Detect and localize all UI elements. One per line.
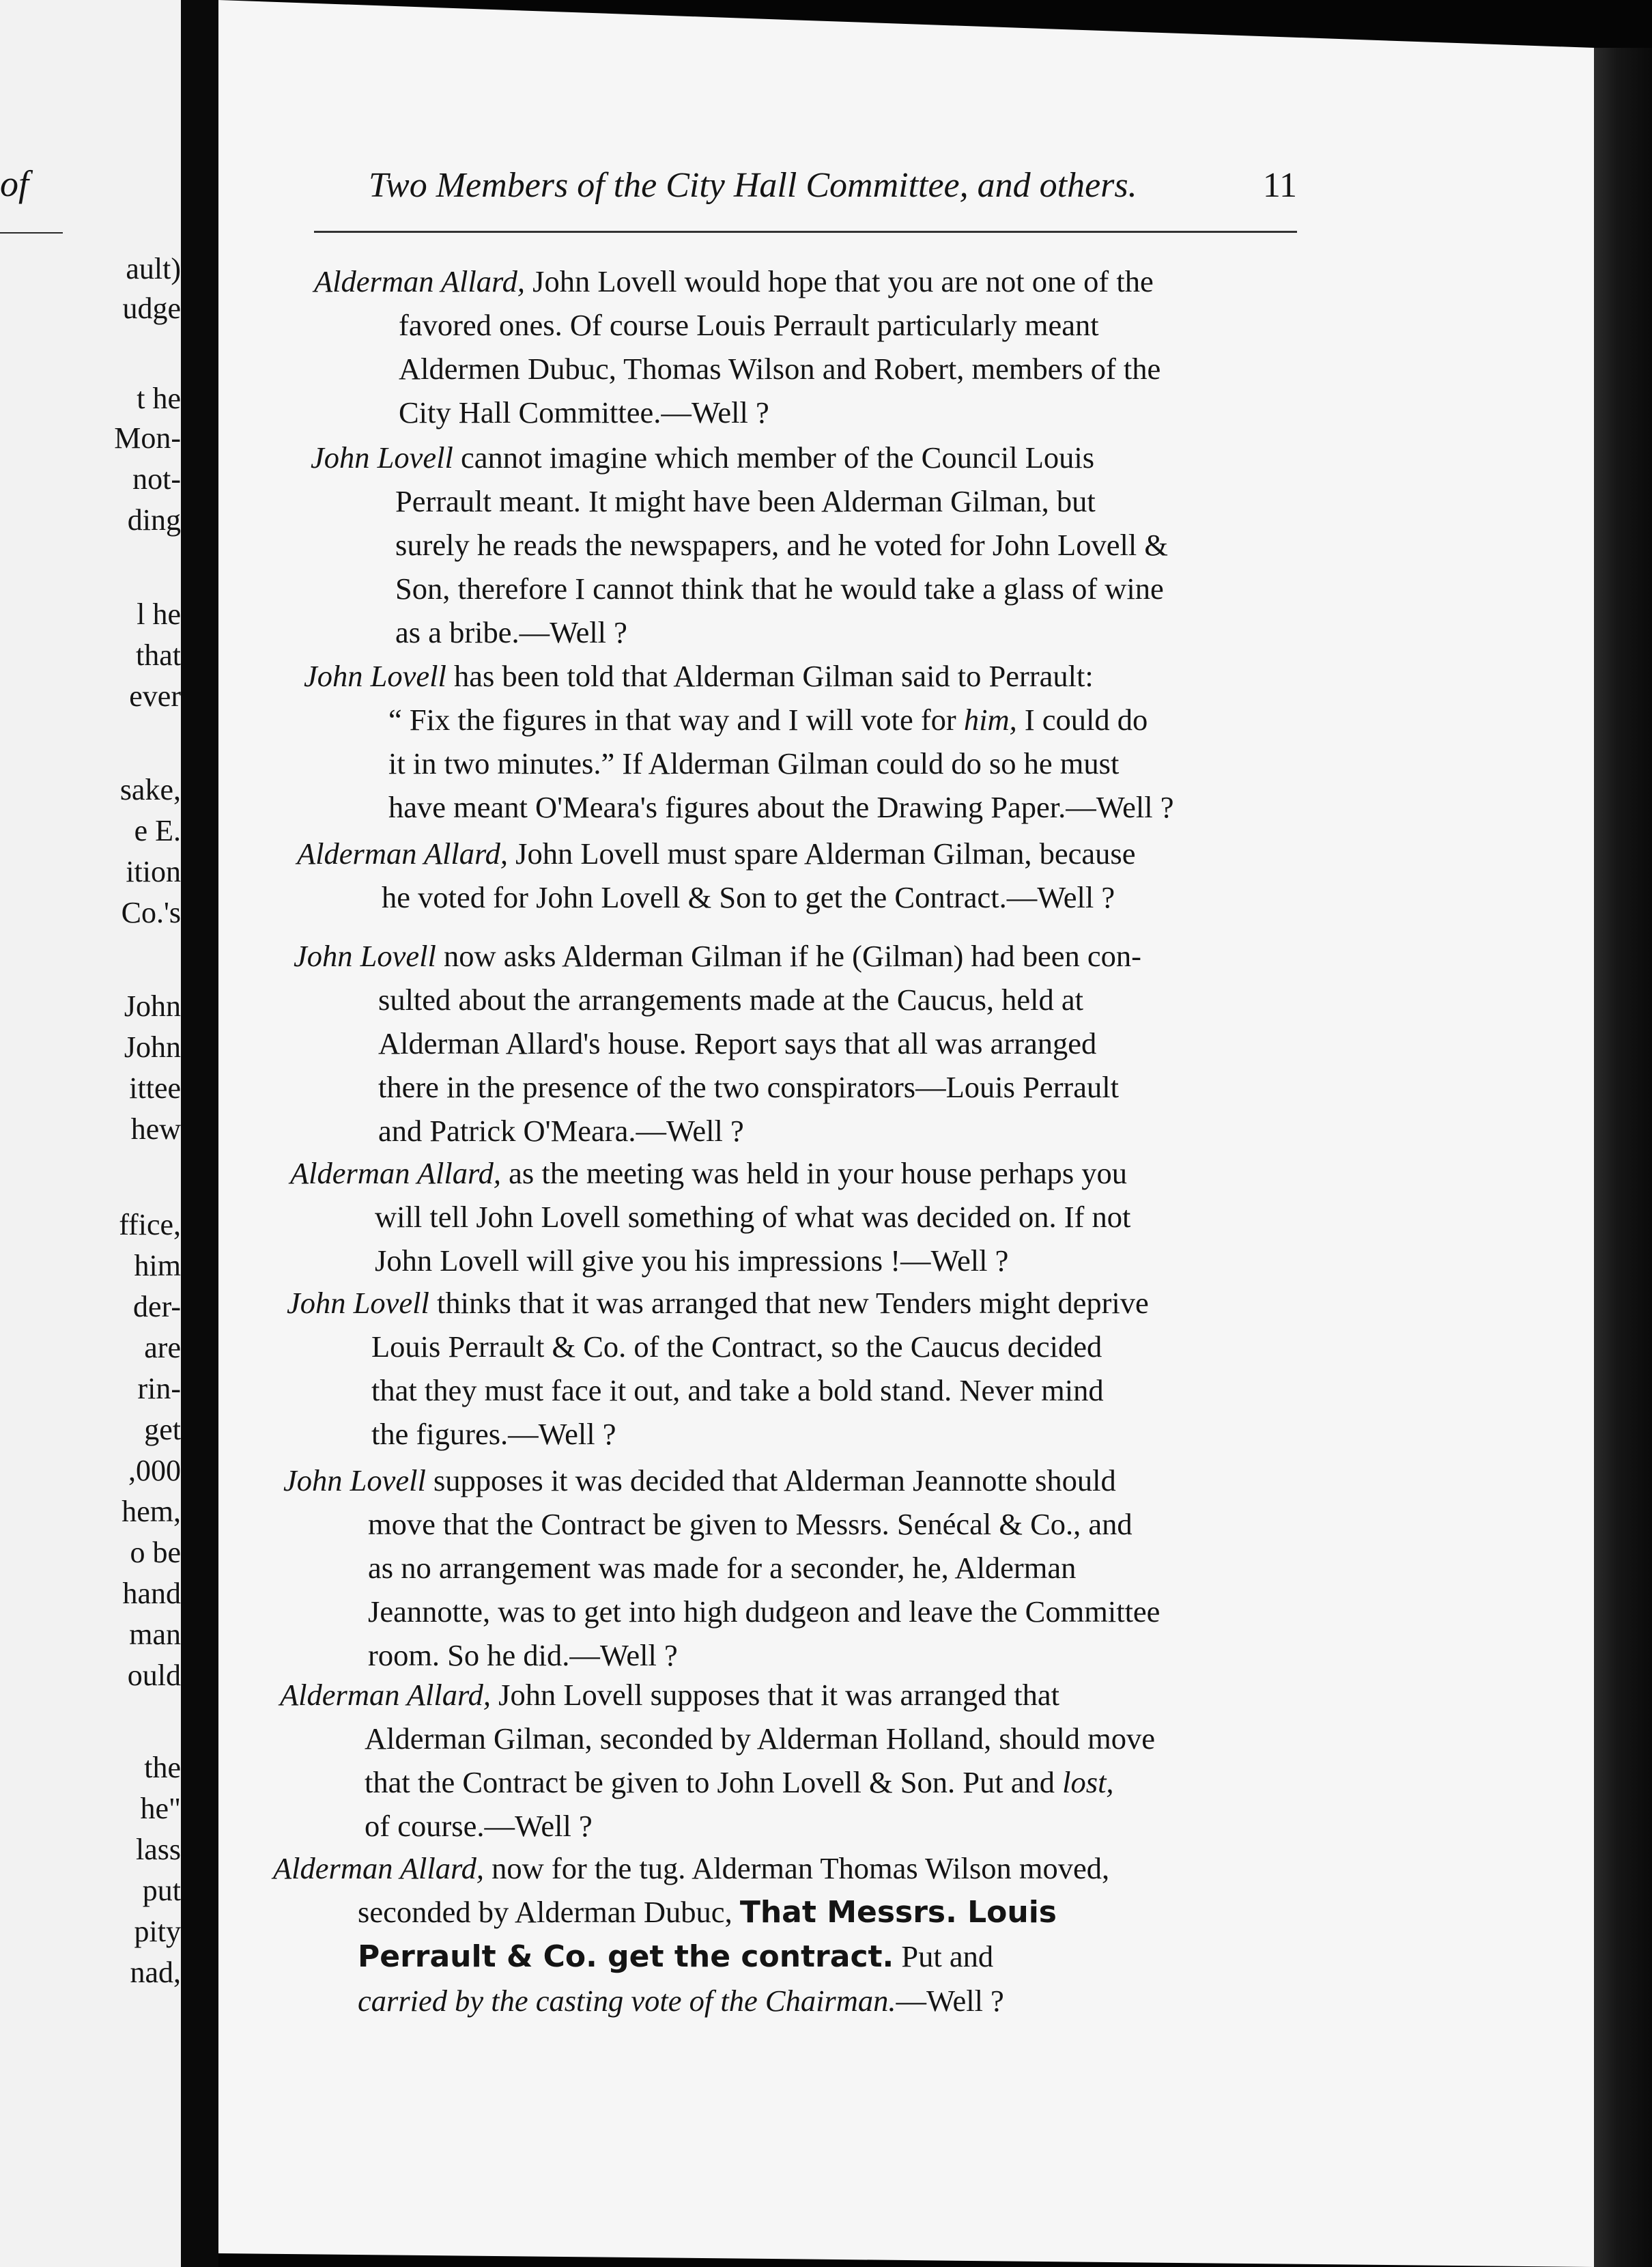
left-page-text-fragment: him bbox=[134, 1249, 181, 1282]
speaker-name: Alderman Allard, bbox=[280, 1678, 492, 1712]
entry-text: supposes it was decided that Alderman Jeannotte should bbox=[425, 1463, 1116, 1497]
left-head-rule bbox=[0, 232, 63, 234]
page-edge-shadow bbox=[1594, 48, 1652, 2267]
left-page-text-fragment: are bbox=[144, 1331, 181, 1364]
dialogue-entry bbox=[273, 1846, 1270, 2023]
left-page-text-fragment: ding bbox=[127, 503, 181, 537]
speaker-name: Alderman Allard, bbox=[273, 1851, 485, 1885]
entry-text: Jeannotte, was to get into high dudgeon and leave the Committee bbox=[368, 1594, 1160, 1629]
left-page-text-fragment: hew bbox=[130, 1112, 181, 1146]
entry-text: room. So he did.—Well ? bbox=[368, 1638, 678, 1672]
entry-text: City Hall Committee.—Well ? bbox=[399, 395, 769, 430]
speaker-name: John Lovell bbox=[283, 1463, 426, 1497]
speaker-name: John Lovell bbox=[294, 939, 436, 973]
entry-text: that they must face it out, and take a bold stand. Never mind bbox=[371, 1373, 1104, 1407]
entry-text: as a bribe.—Well ? bbox=[395, 615, 627, 649]
entry-text: have meant O'Meara's figures about the Drawing Paper.—Well ? bbox=[388, 790, 1174, 824]
emphasis-text: lost, bbox=[1062, 1765, 1114, 1799]
speaker-name: John Lovell bbox=[304, 659, 446, 693]
speaker-name: Alderman Allard, bbox=[290, 1156, 502, 1190]
entry-text: John Lovell supposes that it was arranged that bbox=[491, 1678, 1059, 1712]
entry-text: surely he reads the newspapers, and he voted for John Lovell & bbox=[395, 528, 1168, 562]
entry-text: John Lovell must spare Alderman Gilman, because bbox=[508, 836, 1136, 871]
entry-text: has been told that Alderman Gilman said to Perrault: bbox=[446, 659, 1094, 693]
left-page-text-fragment: ault) bbox=[126, 252, 181, 285]
left-page-text-fragment: man bbox=[129, 1618, 181, 1651]
entry-text: “ Fix the figures in that way and I will vote for bbox=[388, 703, 964, 737]
entry-text: thinks that it was arranged that new Tenders might deprive bbox=[429, 1286, 1149, 1320]
left-page-text-fragment: pity bbox=[134, 1915, 181, 1948]
dialogue-entry bbox=[297, 832, 1294, 919]
left-page-text-fragment: get bbox=[144, 1413, 181, 1446]
left-page-text-fragment: John bbox=[124, 1030, 181, 1064]
left-page-text-fragment: l he bbox=[137, 597, 181, 631]
resolution-text: That Messrs. Louis bbox=[739, 1895, 1057, 1930]
entry-text: Aldermen Dubuc, Thomas Wilson and Robert, members of the bbox=[399, 352, 1161, 386]
entry-text: will tell John Lovell something of what was decided on. If not bbox=[375, 1200, 1131, 1234]
left-page-text-fragment: Mon- bbox=[114, 421, 181, 455]
left-page-text-fragment: sake, bbox=[119, 773, 181, 806]
entry-text: as no arrangement was made for a seconder, he, Alderman bbox=[368, 1551, 1077, 1585]
entry-text: Alderman Gilman, seconded by Alderman Holland, should move bbox=[365, 1721, 1155, 1756]
left-page-text-fragment: nad, bbox=[130, 1956, 181, 1989]
entry-text: I could do bbox=[1016, 703, 1148, 737]
speaker-name: Alderman Allard, bbox=[314, 264, 526, 298]
left-page-text-fragment: ittee bbox=[129, 1071, 181, 1105]
left-page-text-fragment: hand bbox=[122, 1577, 181, 1610]
entry-text: it in two minutes.” If Alderman Gilman could do so he must bbox=[388, 746, 1120, 780]
dialogue-entry bbox=[311, 436, 1307, 654]
entry-text: cannot imagine which member of the Council Louis bbox=[453, 440, 1095, 475]
entry-text: that the Contract be given to John Lovell & Son. Put and bbox=[365, 1765, 1063, 1799]
left-page-text-fragment: e E. bbox=[134, 814, 181, 847]
dialogue-entry bbox=[290, 1151, 1287, 1282]
entry-text: Put and bbox=[894, 1939, 994, 1973]
speaker-name: John Lovell bbox=[287, 1286, 429, 1320]
book-gutter bbox=[181, 0, 218, 2267]
left-page-text-fragment: Co.'s bbox=[121, 896, 181, 929]
left-page-text-fragment: lass bbox=[136, 1833, 181, 1866]
left-page-text-fragment: John bbox=[124, 989, 181, 1023]
entry-text: of course.—Well ? bbox=[365, 1809, 593, 1843]
entry-text: Perrault meant. It might have been Alderman Gilman, but bbox=[395, 484, 1096, 518]
entry-text: now for the tug. Alderman Thomas Wilson moved, bbox=[484, 1851, 1110, 1885]
entry-text: Alderman Allard's house. Report says that all was arranged bbox=[378, 1026, 1097, 1060]
emphasis-text: carried by the casting vote of the Chairman. bbox=[358, 1984, 896, 2018]
dialogue-entry bbox=[314, 259, 1311, 434]
entry-text: John Lovell would hope that you are not one of the bbox=[525, 264, 1154, 298]
entry-text: and Patrick O'Meara.—Well ? bbox=[378, 1114, 744, 1148]
running-head-title: Two Members of the City Hall Committee, and others. bbox=[369, 166, 1137, 205]
left-running-head-fragment: of bbox=[0, 163, 29, 204]
left-page-text-fragment: he" bbox=[140, 1792, 181, 1825]
speaker-name: John Lovell bbox=[311, 440, 453, 475]
left-page-text-fragment: ever bbox=[129, 679, 181, 713]
left-page-text-fragment: udge bbox=[122, 292, 181, 325]
entry-text: the figures.—Well ? bbox=[371, 1417, 616, 1451]
emphasis-text: him, bbox=[963, 703, 1017, 737]
running-head bbox=[369, 165, 1297, 206]
left-page-text-fragment: ffice, bbox=[119, 1208, 181, 1241]
entry-text: Son, therefore I cannot think that he would take a glass of wine bbox=[395, 572, 1164, 606]
left-page-text-fragment: not- bbox=[132, 462, 181, 496]
resolution-text: Perrault & Co. get the contract. bbox=[358, 1939, 894, 1974]
entry-text: John Lovell will give you his impressions !—Well ? bbox=[375, 1243, 1009, 1278]
entry-text: move that the Contract be given to Messrs. Senécal & Co., and bbox=[368, 1507, 1133, 1541]
entry-text: there in the presence of the two conspirators—Louis Perrault bbox=[378, 1070, 1119, 1104]
dialogue-entry bbox=[304, 654, 1300, 829]
left-page-text-fragment: o be bbox=[130, 1536, 181, 1569]
left-facing-page bbox=[0, 0, 181, 2267]
entry-text: sulted about the arrangements made at the Caucus, held at bbox=[378, 983, 1084, 1017]
left-page-text-fragment: ,000 bbox=[128, 1454, 181, 1487]
page-number: 11 bbox=[1262, 166, 1297, 205]
speaker-name: Alderman Allard, bbox=[297, 836, 509, 871]
entry-text: Louis Perrault & Co. of the Contract, so the Caucus decided bbox=[371, 1329, 1102, 1364]
entry-text: favored ones. Of course Louis Perrault particularly meant bbox=[399, 308, 1099, 342]
left-page-text-fragment: rin- bbox=[137, 1372, 181, 1405]
left-page-text-fragment: t he bbox=[137, 382, 181, 415]
dialogue-entry bbox=[287, 1281, 1283, 1456]
entry-text: as the meeting was held in your house perhaps you bbox=[501, 1156, 1128, 1190]
entry-text: —Well ? bbox=[896, 1984, 1004, 2018]
entry-text: now asks Alderman Gilman if he (Gilman) had been con- bbox=[436, 939, 1141, 973]
head-rule bbox=[314, 231, 1297, 233]
left-page-text-fragment: ould bbox=[127, 1659, 181, 1692]
entry-text: he voted for John Lovell & Son to get the Contract.—Well ? bbox=[382, 880, 1115, 914]
entry-text: seconded by Alderman Dubuc, bbox=[358, 1895, 740, 1929]
left-page-text-fragment: put bbox=[142, 1874, 181, 1907]
dialogue-entry bbox=[280, 1673, 1277, 1848]
left-page-text-fragment: the bbox=[144, 1751, 181, 1784]
dialogue-entry bbox=[294, 934, 1290, 1153]
left-page-text-fragment: hem, bbox=[122, 1495, 181, 1528]
left-page-text-fragment: ition bbox=[126, 855, 181, 888]
dialogue-entry bbox=[283, 1459, 1280, 1677]
left-page-text-fragment: that bbox=[136, 638, 181, 672]
left-page-text-fragment: der- bbox=[133, 1290, 181, 1323]
